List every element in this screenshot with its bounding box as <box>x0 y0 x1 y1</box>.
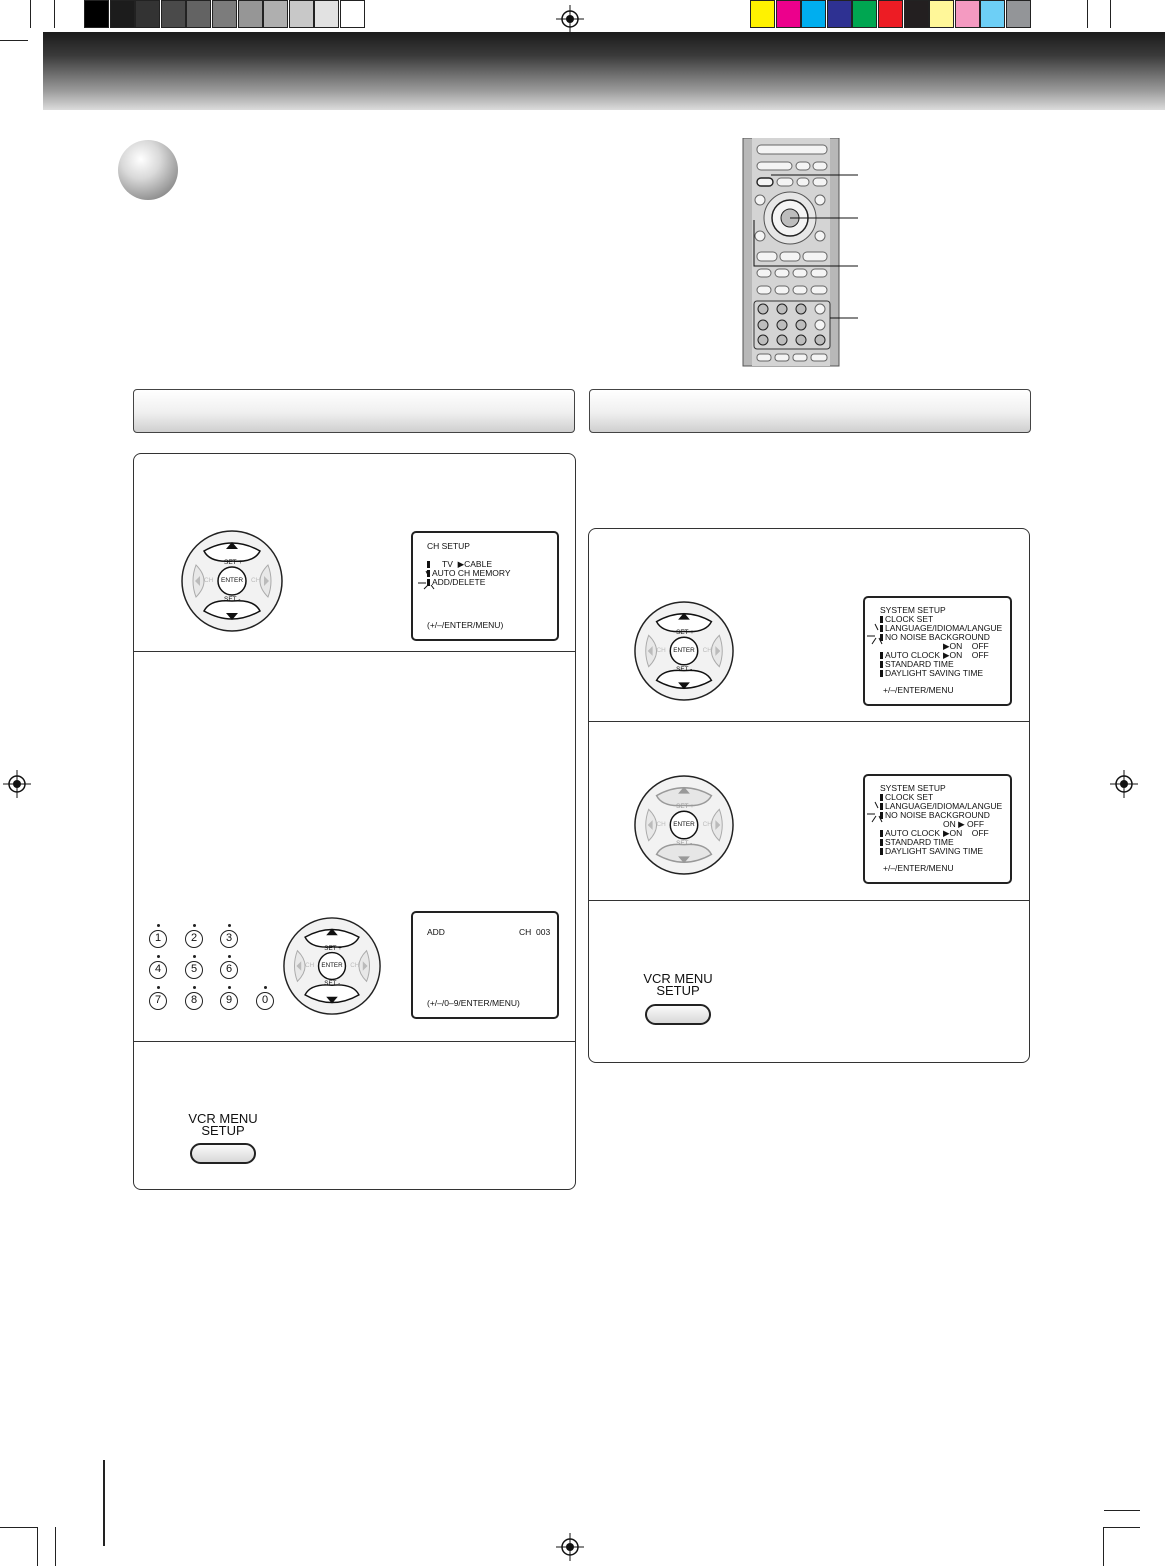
key-indicator-dot <box>193 924 196 927</box>
color-swatch <box>878 0 903 28</box>
color-swatch <box>314 0 339 28</box>
osd-title: SYSTEM SETUP <box>880 605 946 615</box>
dpad-ch-right-label: CH <box>251 577 261 584</box>
osd-item-standard-time: STANDARD TIME <box>880 660 954 669</box>
step-divider <box>589 721 1029 722</box>
color-swatch <box>212 0 237 28</box>
registration-mark-icon <box>3 770 31 798</box>
dpad-ch-right-label: CH <box>702 821 712 829</box>
direction-pad-set-buttons[interactable] <box>180 529 284 633</box>
crop-mark <box>1110 0 1111 28</box>
osd-item-language: LANGUAGE/IDIOMA/LANGUE <box>880 624 1002 633</box>
key-indicator-dot <box>228 955 231 958</box>
crop-mark <box>1104 1510 1140 1511</box>
color-swatch <box>340 0 365 28</box>
osd-title: CH SETUP <box>427 541 470 551</box>
osd-item-no-noise-background: NO NOISE BACKGROUND <box>880 811 990 820</box>
osd-ch-setup-menu <box>411 531 559 641</box>
osd-item-clock-set: CLOCK SET <box>880 615 933 624</box>
registration-mark-icon <box>556 1533 584 1561</box>
osd-footer: (+/–/0–9/ENTER/MENU) <box>427 998 520 1008</box>
dpad-enter-label: ENTER <box>321 962 343 970</box>
osd-item-tv-cable: TV ▶CABLE <box>427 560 492 569</box>
color-swatch <box>186 0 211 28</box>
step-divider <box>134 1041 575 1042</box>
key-indicator-dot <box>193 986 196 989</box>
crop-mark <box>1087 0 1088 28</box>
key-indicator-dot <box>228 924 231 927</box>
cursor-blink-icon <box>866 798 888 830</box>
number-key-7[interactable]: 7 <box>149 992 167 1010</box>
number-key-9[interactable]: 9 <box>220 992 238 1010</box>
vcr-menu-setup-label: VCR MENU SETUP <box>188 1111 258 1138</box>
crop-mark <box>55 1527 56 1566</box>
dpad-ch-left-label: CH <box>656 647 666 655</box>
dpad-set-plus-label: SET + <box>676 629 694 637</box>
step-divider <box>134 651 575 652</box>
color-swatch <box>84 0 109 28</box>
dpad-set-plus-label: SET + <box>676 803 694 811</box>
color-swatch <box>1006 0 1031 28</box>
osd-item-clock-set: CLOCK SET <box>880 793 933 802</box>
crop-mark <box>0 1527 38 1528</box>
osd-add-channel <box>411 911 559 1019</box>
osd-item-daylight-saving: DAYLIGHT SAVING TIME <box>880 669 983 678</box>
crop-mark <box>54 0 55 28</box>
color-swatch <box>263 0 288 28</box>
osd-value-no-noise: ▶ON OFF <box>943 641 989 651</box>
color-swatch <box>161 0 186 28</box>
key-indicator-dot <box>264 986 267 989</box>
vcr-menu-setup-label: VCR MENU SETUP <box>643 971 713 998</box>
number-key-8[interactable]: 8 <box>185 992 203 1010</box>
remote-control-icon <box>740 138 865 368</box>
color-swatch <box>776 0 801 28</box>
dpad-ch-left-label: CH <box>204 577 214 584</box>
vcr-menu-setup-button[interactable] <box>645 1004 711 1025</box>
key-indicator-dot <box>228 986 231 989</box>
color-swatch <box>801 0 826 28</box>
dpad-ch-right-label: CH <box>350 962 360 970</box>
osd-footer: +/–/ENTER/MENU <box>883 863 954 873</box>
osd-system-setup-menu <box>863 596 1012 706</box>
osd-system-setup-menu-off <box>863 774 1012 884</box>
dpad-ch-left-label: CH <box>656 821 666 829</box>
dpad-set-plus-label: SET + <box>224 559 243 566</box>
osd-item-daylight-saving: DAYLIGHT SAVING TIME <box>880 847 983 856</box>
dpad-set-minus-label: SET - <box>676 665 693 673</box>
dpad-set-minus-label: SET - <box>676 839 693 847</box>
color-swatch <box>904 0 929 28</box>
direction-pad-set-buttons[interactable] <box>633 600 735 702</box>
key-indicator-dot <box>193 955 196 958</box>
number-key-1[interactable]: 1 <box>149 930 167 948</box>
number-key-2[interactable]: 2 <box>185 930 203 948</box>
color-swatch <box>827 0 852 28</box>
direction-pad-enter-button[interactable] <box>633 774 735 876</box>
osd-value-auto-clock: ▶ON OFF <box>943 828 989 838</box>
page-edge-line <box>103 1460 105 1546</box>
dpad-enter-label: ENTER <box>221 577 244 584</box>
number-key-3[interactable]: 3 <box>220 930 238 948</box>
crop-mark <box>0 40 28 41</box>
dpad-enter-label: ENTER <box>673 821 695 829</box>
direction-pad-set-enter-buttons[interactable] <box>282 916 382 1016</box>
registration-mark-icon <box>1110 770 1138 798</box>
number-key-6[interactable]: 6 <box>220 961 238 979</box>
color-swatch <box>852 0 877 28</box>
osd-item-language: LANGUAGE/IDIOMA/LANGUE <box>880 802 1002 811</box>
osd-footer: +/–/ENTER/MENU <box>883 685 954 695</box>
number-key-4[interactable]: 4 <box>149 961 167 979</box>
section-header-ch-setup <box>133 389 575 433</box>
cursor-blink-icon <box>416 563 438 593</box>
color-swatch <box>929 0 954 28</box>
osd-footer: (+/–/ENTER/MENU) <box>427 620 504 630</box>
crop-mark <box>1103 1527 1104 1566</box>
dpad-set-minus-label: SET - <box>324 980 341 988</box>
dpad-ch-left-label: CH <box>305 962 315 970</box>
crop-mark <box>30 0 31 28</box>
color-swatch <box>135 0 160 28</box>
color-swatch <box>980 0 1005 28</box>
osd-item-auto-ch-memory: AUTO CH MEMORY <box>427 569 511 578</box>
color-swatch <box>110 0 135 28</box>
page-header-band <box>43 32 1165 110</box>
osd-mode-label: ADD <box>427 927 445 937</box>
cursor-blink-icon <box>866 620 888 652</box>
osd-item-add-delete: ADD/DELETE <box>427 578 485 587</box>
osd-value-auto-clock: ▶ON OFF <box>943 650 989 660</box>
key-indicator-dot <box>157 924 160 927</box>
color-swatch <box>750 0 775 28</box>
step-bullet-icon <box>118 140 178 200</box>
osd-item-auto-clock: AUTO CLOCK <box>880 829 940 838</box>
crop-mark <box>1103 1527 1140 1528</box>
color-swatch <box>238 0 263 28</box>
osd-title: SYSTEM SETUP <box>880 783 946 793</box>
dpad-set-minus-label: SET - <box>224 596 241 603</box>
dpad-set-plus-label: SET + <box>324 944 342 952</box>
dpad-ch-right-label: CH <box>702 647 712 655</box>
dpad-enter-label: ENTER <box>673 647 695 655</box>
osd-item-no-noise-background: NO NOISE BACKGROUND <box>880 633 990 642</box>
registration-mark-icon <box>556 5 584 33</box>
number-key-5[interactable]: 5 <box>185 961 203 979</box>
step-divider <box>589 900 1029 901</box>
section-header-system-setup <box>589 389 1031 433</box>
osd-item-auto-clock: AUTO CLOCK <box>880 651 940 660</box>
color-swatch <box>955 0 980 28</box>
number-key-0[interactable]: 0 <box>256 992 274 1010</box>
vcr-menu-setup-button[interactable] <box>190 1143 256 1164</box>
color-swatch <box>289 0 314 28</box>
osd-item-standard-time: STANDARD TIME <box>880 838 954 847</box>
key-indicator-dot <box>157 986 160 989</box>
osd-channel-number: CH 003 <box>519 927 551 937</box>
key-indicator-dot <box>157 955 160 958</box>
crop-mark <box>37 1527 38 1566</box>
osd-value-no-noise: ON ▶ OFF <box>943 819 985 829</box>
